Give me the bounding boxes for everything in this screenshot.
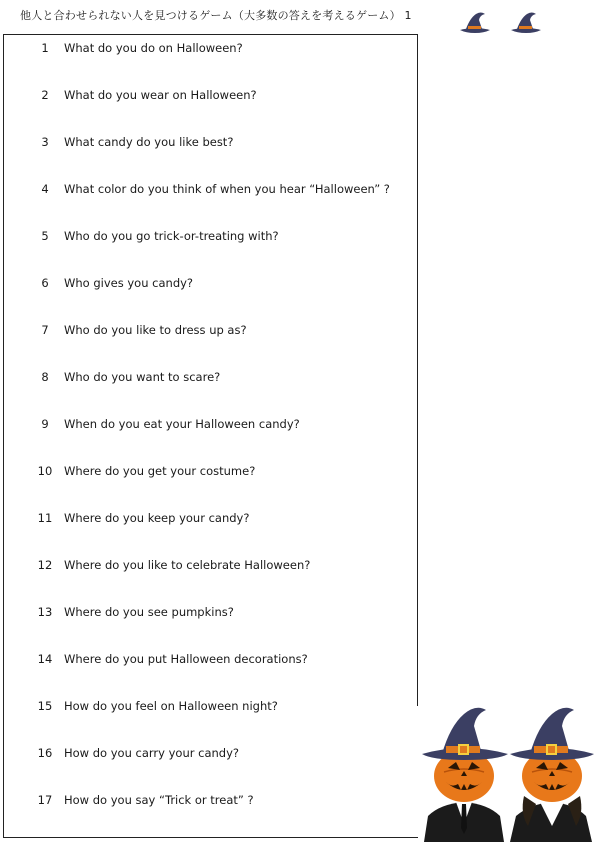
question-number: 11 [37, 511, 53, 525]
question-number: 8 [41, 370, 49, 384]
question-text: Where do you get your costume? [64, 464, 256, 478]
question-number: 6 [41, 276, 49, 290]
question-text: Who do you want to scare? [64, 370, 221, 384]
pumpkin-head-people-illustration [420, 704, 595, 842]
pumpkin-woman-figure [510, 708, 594, 842]
question-text: How do you say “Trick or treat” ? [64, 793, 254, 807]
question-number: 14 [37, 652, 53, 666]
question-number: 10 [37, 464, 53, 478]
question-number: 7 [41, 323, 49, 337]
witch-hat-icon [505, 9, 547, 35]
question-number: 2 [41, 88, 49, 102]
question-text: What candy do you like best? [64, 135, 234, 149]
question-number: 4 [41, 182, 49, 196]
page-title: 他人と合わせられない人を見つけるゲーム（大多数の答えを考えるゲーム） 1 [20, 9, 412, 22]
question-text: Where do you like to celebrate Halloween? [64, 558, 311, 572]
question-text: Where do you put Halloween decorations? [64, 652, 308, 666]
question-number: 12 [37, 558, 53, 572]
question-number: 5 [41, 229, 49, 243]
question-text: Who do you like to dress up as? [64, 323, 247, 337]
witch-hat-icon [454, 9, 496, 35]
question-text: What color do you think of when you hear “Halloween” ? [64, 182, 390, 196]
question-frame [3, 34, 418, 838]
question-text: What do you wear on Halloween? [64, 88, 257, 102]
question-number: 9 [41, 417, 49, 431]
question-text: Who gives you candy? [64, 276, 194, 290]
pumpkin-man-figure [422, 708, 508, 842]
frame-divider [417, 34, 418, 706]
question-number: 16 [37, 746, 53, 760]
question-text: How do you feel on Halloween night? [64, 699, 278, 713]
question-text: When do you eat your Halloween candy? [64, 417, 300, 431]
question-text: What do you do on Halloween? [64, 41, 243, 55]
question-text: How do you carry your candy? [64, 746, 239, 760]
question-number: 1 [41, 41, 49, 55]
question-text: Who do you go trick-or-treating with? [64, 229, 279, 243]
question-number: 17 [37, 793, 53, 807]
question-text: Where do you keep your candy? [64, 511, 250, 525]
question-number: 15 [37, 699, 53, 713]
question-number: 13 [37, 605, 53, 619]
question-text: Where do you see pumpkins? [64, 605, 234, 619]
question-number: 3 [41, 135, 49, 149]
